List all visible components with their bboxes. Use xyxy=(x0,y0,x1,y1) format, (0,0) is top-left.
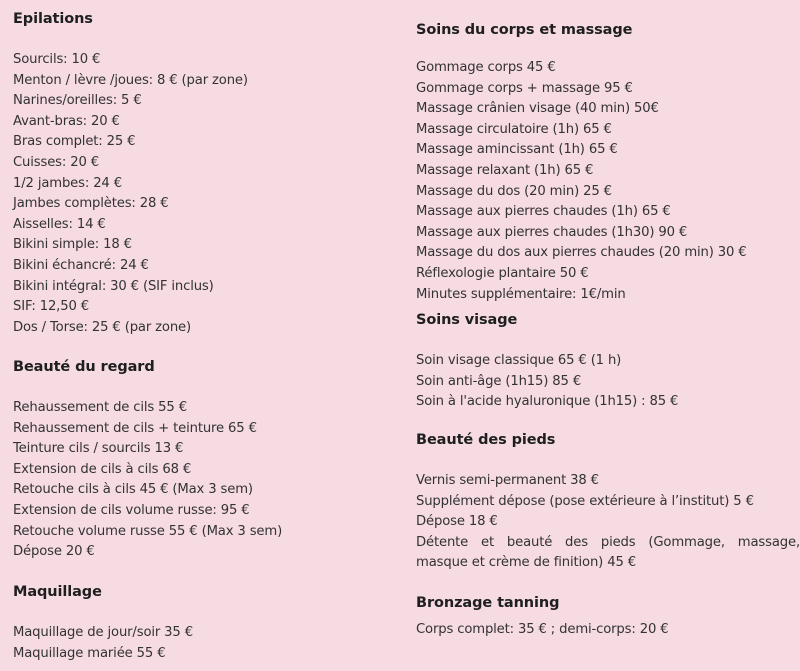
list-item: 1/2 jambes: 24 € xyxy=(13,175,122,191)
price-list xyxy=(13,50,398,338)
list-item: Retouche cils à cils 45 € (Max 3 sem) xyxy=(13,482,253,498)
section-title: Epilations xyxy=(13,11,93,27)
section-soins-visage xyxy=(416,311,800,413)
list-item: Détente et beauté des pieds (Gommage, massage, masque et crème de finition) 45 € xyxy=(416,534,800,571)
list-item: Massage du dos (20 min) 25 € xyxy=(416,183,612,199)
list-item: Rehaussement de cils 55 € xyxy=(13,400,187,415)
list-item: Rehaussement de cils + teinture 65 € xyxy=(13,420,257,436)
section-maquillage xyxy=(13,583,398,664)
list-item: Dépose 18 € xyxy=(416,514,498,530)
section-epilations xyxy=(13,10,398,338)
list-item: Bikini simple: 18 € xyxy=(13,237,132,253)
list-item: Bikini intégral: 30 € (SIF inclus) xyxy=(13,278,214,294)
list-item: Maquillage de jour/soir 35 € xyxy=(13,625,193,640)
list-item: Soin anti-âge (1h15) 85 € xyxy=(416,373,582,389)
section-title: Beauté des pieds xyxy=(416,432,556,448)
list-item: Minutes supplémentaire: 1€/min xyxy=(416,286,626,302)
list-item: Teinture cils / sourcils 13 € xyxy=(13,441,184,457)
list-item: Soin visage classique 65 € (1 h) xyxy=(416,353,622,368)
list-item: Jambes complètes: 28 € xyxy=(13,196,169,212)
price-list xyxy=(13,623,398,664)
section-bronzage xyxy=(416,594,800,641)
list-item: Massage amincissant (1h) 65 € xyxy=(416,142,618,158)
list-item: Aisselles: 14 € xyxy=(13,216,106,232)
list-item: Massage aux pierres chaudes (1h) 65 € xyxy=(416,204,671,220)
list-item: Massage circulatoire (1h) 65 € xyxy=(416,121,612,137)
section-title: Beauté du regard xyxy=(13,359,155,375)
price-list xyxy=(416,620,800,641)
price-list xyxy=(416,58,800,305)
list-item: Bikini échancré: 24 € xyxy=(13,257,149,273)
list-item: Gommage corps 45 € xyxy=(416,60,556,75)
section-beaute-pieds xyxy=(416,431,800,574)
list-item: Extension de cils à cils 68 € xyxy=(13,461,192,477)
price-list xyxy=(416,471,800,574)
list-item: Massage relaxant (1h) 65 € xyxy=(416,162,594,178)
list-item: Massage du dos aux pierres chaudes (20 min) 30 € xyxy=(416,245,747,261)
list-item: Retouche volume russe 55 € (Max 3 sem) xyxy=(13,523,283,539)
section-beaute-regard xyxy=(13,358,398,563)
list-item: Massage aux pierres chaudes (1h30) 90 € xyxy=(416,224,688,240)
list-item: Soin à l'acide hyaluronique (1h15) : 85 € xyxy=(416,394,679,410)
price-list xyxy=(416,351,800,413)
list-item: Massage crânien visage (40 min) 50€ xyxy=(416,101,659,117)
list-item: Cuisses: 20 € xyxy=(13,154,100,170)
list-item: Dépose 20 € xyxy=(13,544,95,560)
section-title: Bronzage tanning xyxy=(416,595,560,611)
list-item: Réflexologie plantaire 50 € xyxy=(416,265,589,281)
list-item: Maquillage mariée 55 € xyxy=(13,645,166,661)
list-item: Extension de cils volume russe: 95 € xyxy=(13,502,250,518)
list-item: Corps complet: 35 € ; demi-corps: 20 € xyxy=(416,622,669,637)
list-item: Sourcils: 10 € xyxy=(13,52,101,67)
section-soins-corps xyxy=(416,21,800,305)
list-item: Gommage corps + massage 95 € xyxy=(416,80,633,96)
price-list xyxy=(13,398,398,563)
section-title: Soins visage xyxy=(416,312,518,328)
list-item: Supplément dépose (pose extérieure à l’institut) 5 € xyxy=(416,493,754,509)
list-item: Avant-bras: 20 € xyxy=(13,113,120,129)
list-item: Menton / lèvre /joues: 8 € (par zone) xyxy=(13,72,248,88)
section-title: Soins du corps et massage xyxy=(416,22,633,38)
list-item: Bras complet: 25 € xyxy=(13,134,136,150)
section-title: Maquillage xyxy=(13,584,102,600)
list-item: Narines/oreilles: 5 € xyxy=(13,93,142,109)
list-item: SIF: 12,50 € xyxy=(13,299,89,315)
list-item: Dos / Torse: 25 € (par zone) xyxy=(13,319,192,335)
list-item: Vernis semi-permanent 38 € xyxy=(416,473,599,488)
